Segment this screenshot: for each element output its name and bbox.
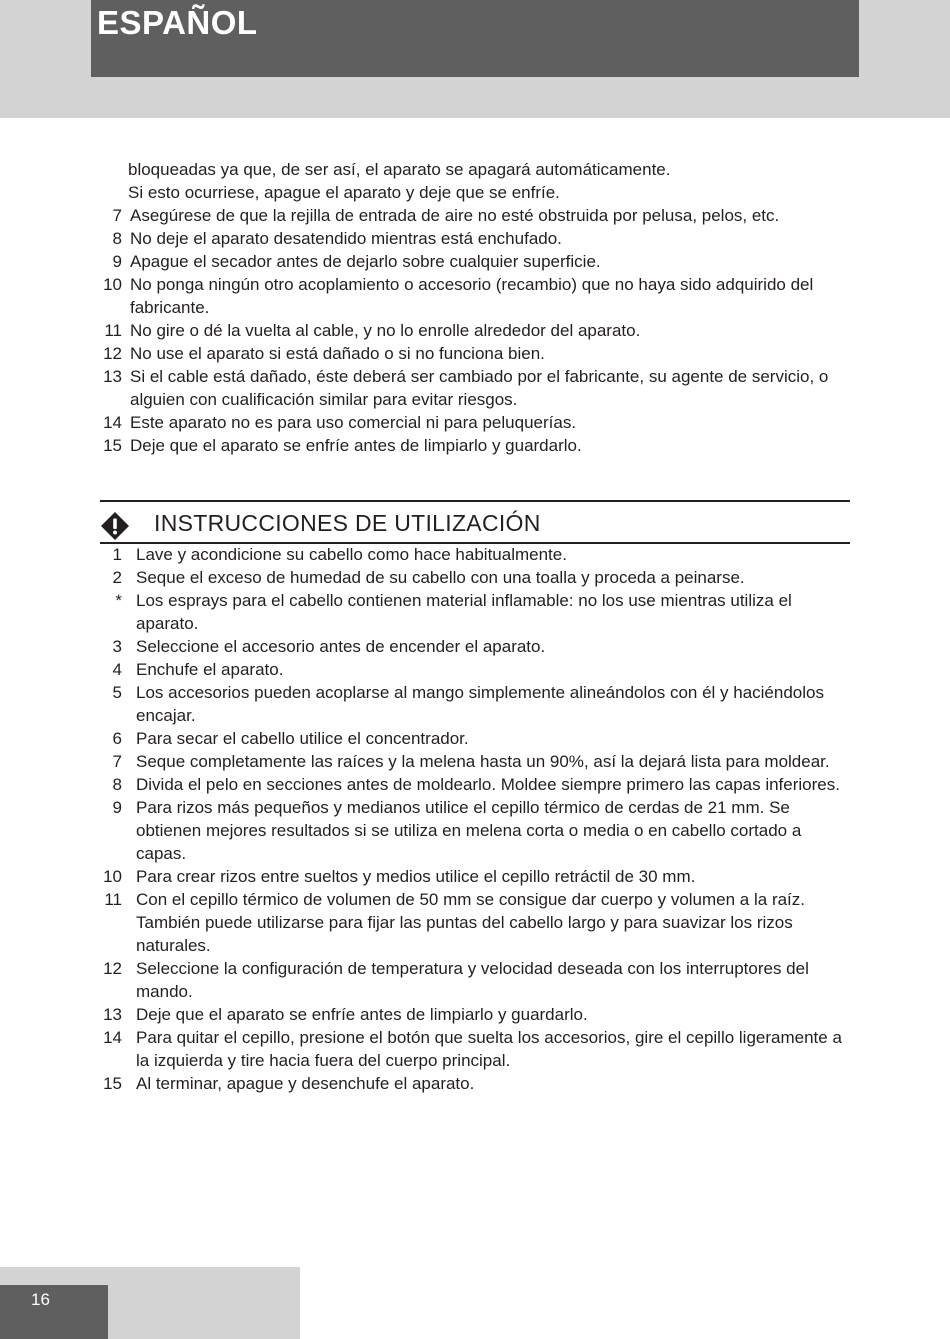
item-number: 5 <box>112 683 122 702</box>
list-item <box>0 635 950 658</box>
item-number: 7 <box>112 752 122 771</box>
footer-box <box>0 1285 108 1339</box>
list-item <box>0 566 950 589</box>
item-number: 4 <box>112 660 122 679</box>
item-text: Para crear rizos entre sueltos y medios utilice el cepillo retráctil de 30 mm. <box>136 867 696 886</box>
list-item <box>0 773 950 796</box>
item-text: Este aparato no es para uso comercial ni para peluquerías. <box>130 413 577 432</box>
item-text: Deje que el aparato se enfríe antes de limpiarlo y guardarlo. <box>130 436 582 455</box>
item-text: Seque el exceso de humedad de su cabello con una toalla y proceda a peinarse. <box>136 568 745 587</box>
instructions-list <box>0 543 950 1095</box>
list-item <box>0 273 950 319</box>
item-text: Seleccione el accesorio antes de encender el aparato. <box>136 637 546 656</box>
item-number: 7 <box>112 206 122 225</box>
warning-diamond-icon <box>100 511 130 541</box>
list-item <box>0 250 950 273</box>
list-item <box>0 181 950 204</box>
list-item <box>0 750 950 773</box>
item-number: 8 <box>112 775 122 794</box>
item-text: Al terminar, apague y desenchufe el aparato. <box>136 1074 475 1093</box>
item-number: 9 <box>112 798 122 817</box>
list-item <box>0 227 950 250</box>
list-item <box>0 434 950 457</box>
item-text: Seleccione la configuración de temperatura y velocidad deseada con los interruptores del mando. <box>136 959 809 1001</box>
item-number: 8 <box>112 229 122 248</box>
list-item <box>0 796 950 865</box>
item-number: 12 <box>103 344 122 363</box>
item-number: 15 <box>103 1074 122 1093</box>
section-rule-top <box>100 500 850 502</box>
item-number: 11 <box>104 321 122 340</box>
item-text: No use el aparato si está dañado o si no funciona bien. <box>130 344 545 363</box>
list-item <box>0 543 950 566</box>
item-text: Para quitar el cepillo, presione el botón que suelta los accesorios, gire el cepillo ligeramente a la izquierda y tire hacia fuera del cuerpo principal. <box>136 1028 842 1070</box>
list-item <box>0 319 950 342</box>
item-text: Enchufe el aparato. <box>136 660 284 679</box>
item-text: Los esprays para el cabello contienen material inflamable: no los use mientras utiliza el aparato. <box>136 591 792 633</box>
item-number: 14 <box>103 1028 122 1047</box>
item-text: Con el cepillo térmico de volumen de 50 mm se consigue dar cuerpo y volumen a la raíz. También puede utilizarse para fijar las puntas del cabello largo y para suavizar los rizos naturales. <box>136 890 806 955</box>
list-item <box>0 865 950 888</box>
item-number: 12 <box>103 959 122 978</box>
item-number: * <box>115 591 122 610</box>
item-text: Deje que el aparato se enfríe antes de limpiarlo y guardarlo. <box>136 1005 588 1024</box>
list-item <box>0 727 950 750</box>
item-text: Asegúrese de que la rejilla de entrada de aire no esté obstruida por pelusa, pelos, etc. <box>130 206 780 225</box>
section-title: INSTRUCCIONES DE UTILIZACIÓN <box>154 510 541 536</box>
item-text: Si el cable está dañado, éste deberá ser cambiado por el fabricante, su agente de servicio, o alguien con cualificación similar para evitar riesgos. <box>130 367 829 409</box>
list-item <box>0 204 950 227</box>
item-number: 11 <box>104 890 122 909</box>
safety-list-continued <box>0 158 950 457</box>
list-item <box>0 888 950 957</box>
list-item <box>0 1003 950 1026</box>
list-item <box>0 957 950 1003</box>
item-text: Para rizos más pequeños y medianos utilice el cepillo térmico de cerdas de 21 mm. Se obtienen mejores resultados si se utiliza en melena corta o media o en cabello cortado a capas. <box>136 798 802 863</box>
item-number: 13 <box>103 367 122 386</box>
list-item <box>0 589 950 635</box>
list-item <box>0 158 950 181</box>
item-text: Para secar el cabello utilice el concentrador. <box>136 729 469 748</box>
list-item <box>0 342 950 365</box>
item-text: Los accesorios pueden acoplarse al mango simplemente alineándolos con él y haciéndolos encajar. <box>136 683 824 725</box>
item-number: 13 <box>103 1005 122 1024</box>
language-title: ESPAÑOL <box>97 4 258 41</box>
list-item <box>0 1072 950 1095</box>
item-number: 10 <box>103 275 122 294</box>
item-number: 1 <box>112 545 122 564</box>
list-item <box>0 681 950 727</box>
item-text: Lave y acondicione su cabello como hace habitualmente. <box>136 545 567 564</box>
item-text: No ponga ningún otro acoplamiento o accesorio (recambio) que no haya sido adquirido del fabricante. <box>130 275 814 317</box>
item-text: No gire o dé la vuelta al cable, y no lo enrolle alrededor del aparato. <box>130 321 641 340</box>
item-number: 10 <box>103 867 122 886</box>
list-item <box>0 658 950 681</box>
list-item <box>0 411 950 434</box>
item-text: bloqueadas ya que, de ser así, el aparato se apagará automáticamente. <box>128 160 671 179</box>
page-number: 16 <box>31 1290 50 1309</box>
item-number: 6 <box>112 729 122 748</box>
list-item <box>0 1026 950 1072</box>
item-text: Seque completamente las raíces y la melena hasta un 90%, así la dejará lista para moldear. <box>136 752 830 771</box>
item-number: 3 <box>112 637 122 656</box>
item-number: 14 <box>103 413 122 432</box>
item-number: 2 <box>112 568 122 587</box>
item-text: No deje el aparato desatendido mientras está enchufado. <box>130 229 562 248</box>
item-text: Apague el secador antes de dejarlo sobre cualquier superficie. <box>130 252 601 271</box>
item-text: Divida el pelo en secciones antes de moldearlo. Moldee siempre primero las capas inferiores. <box>136 775 840 794</box>
item-text: Si esto ocurriese, apague el aparato y deje que se enfríe. <box>128 183 560 202</box>
list-item <box>0 365 950 411</box>
item-number: 9 <box>112 252 122 271</box>
item-number: 15 <box>103 436 122 455</box>
